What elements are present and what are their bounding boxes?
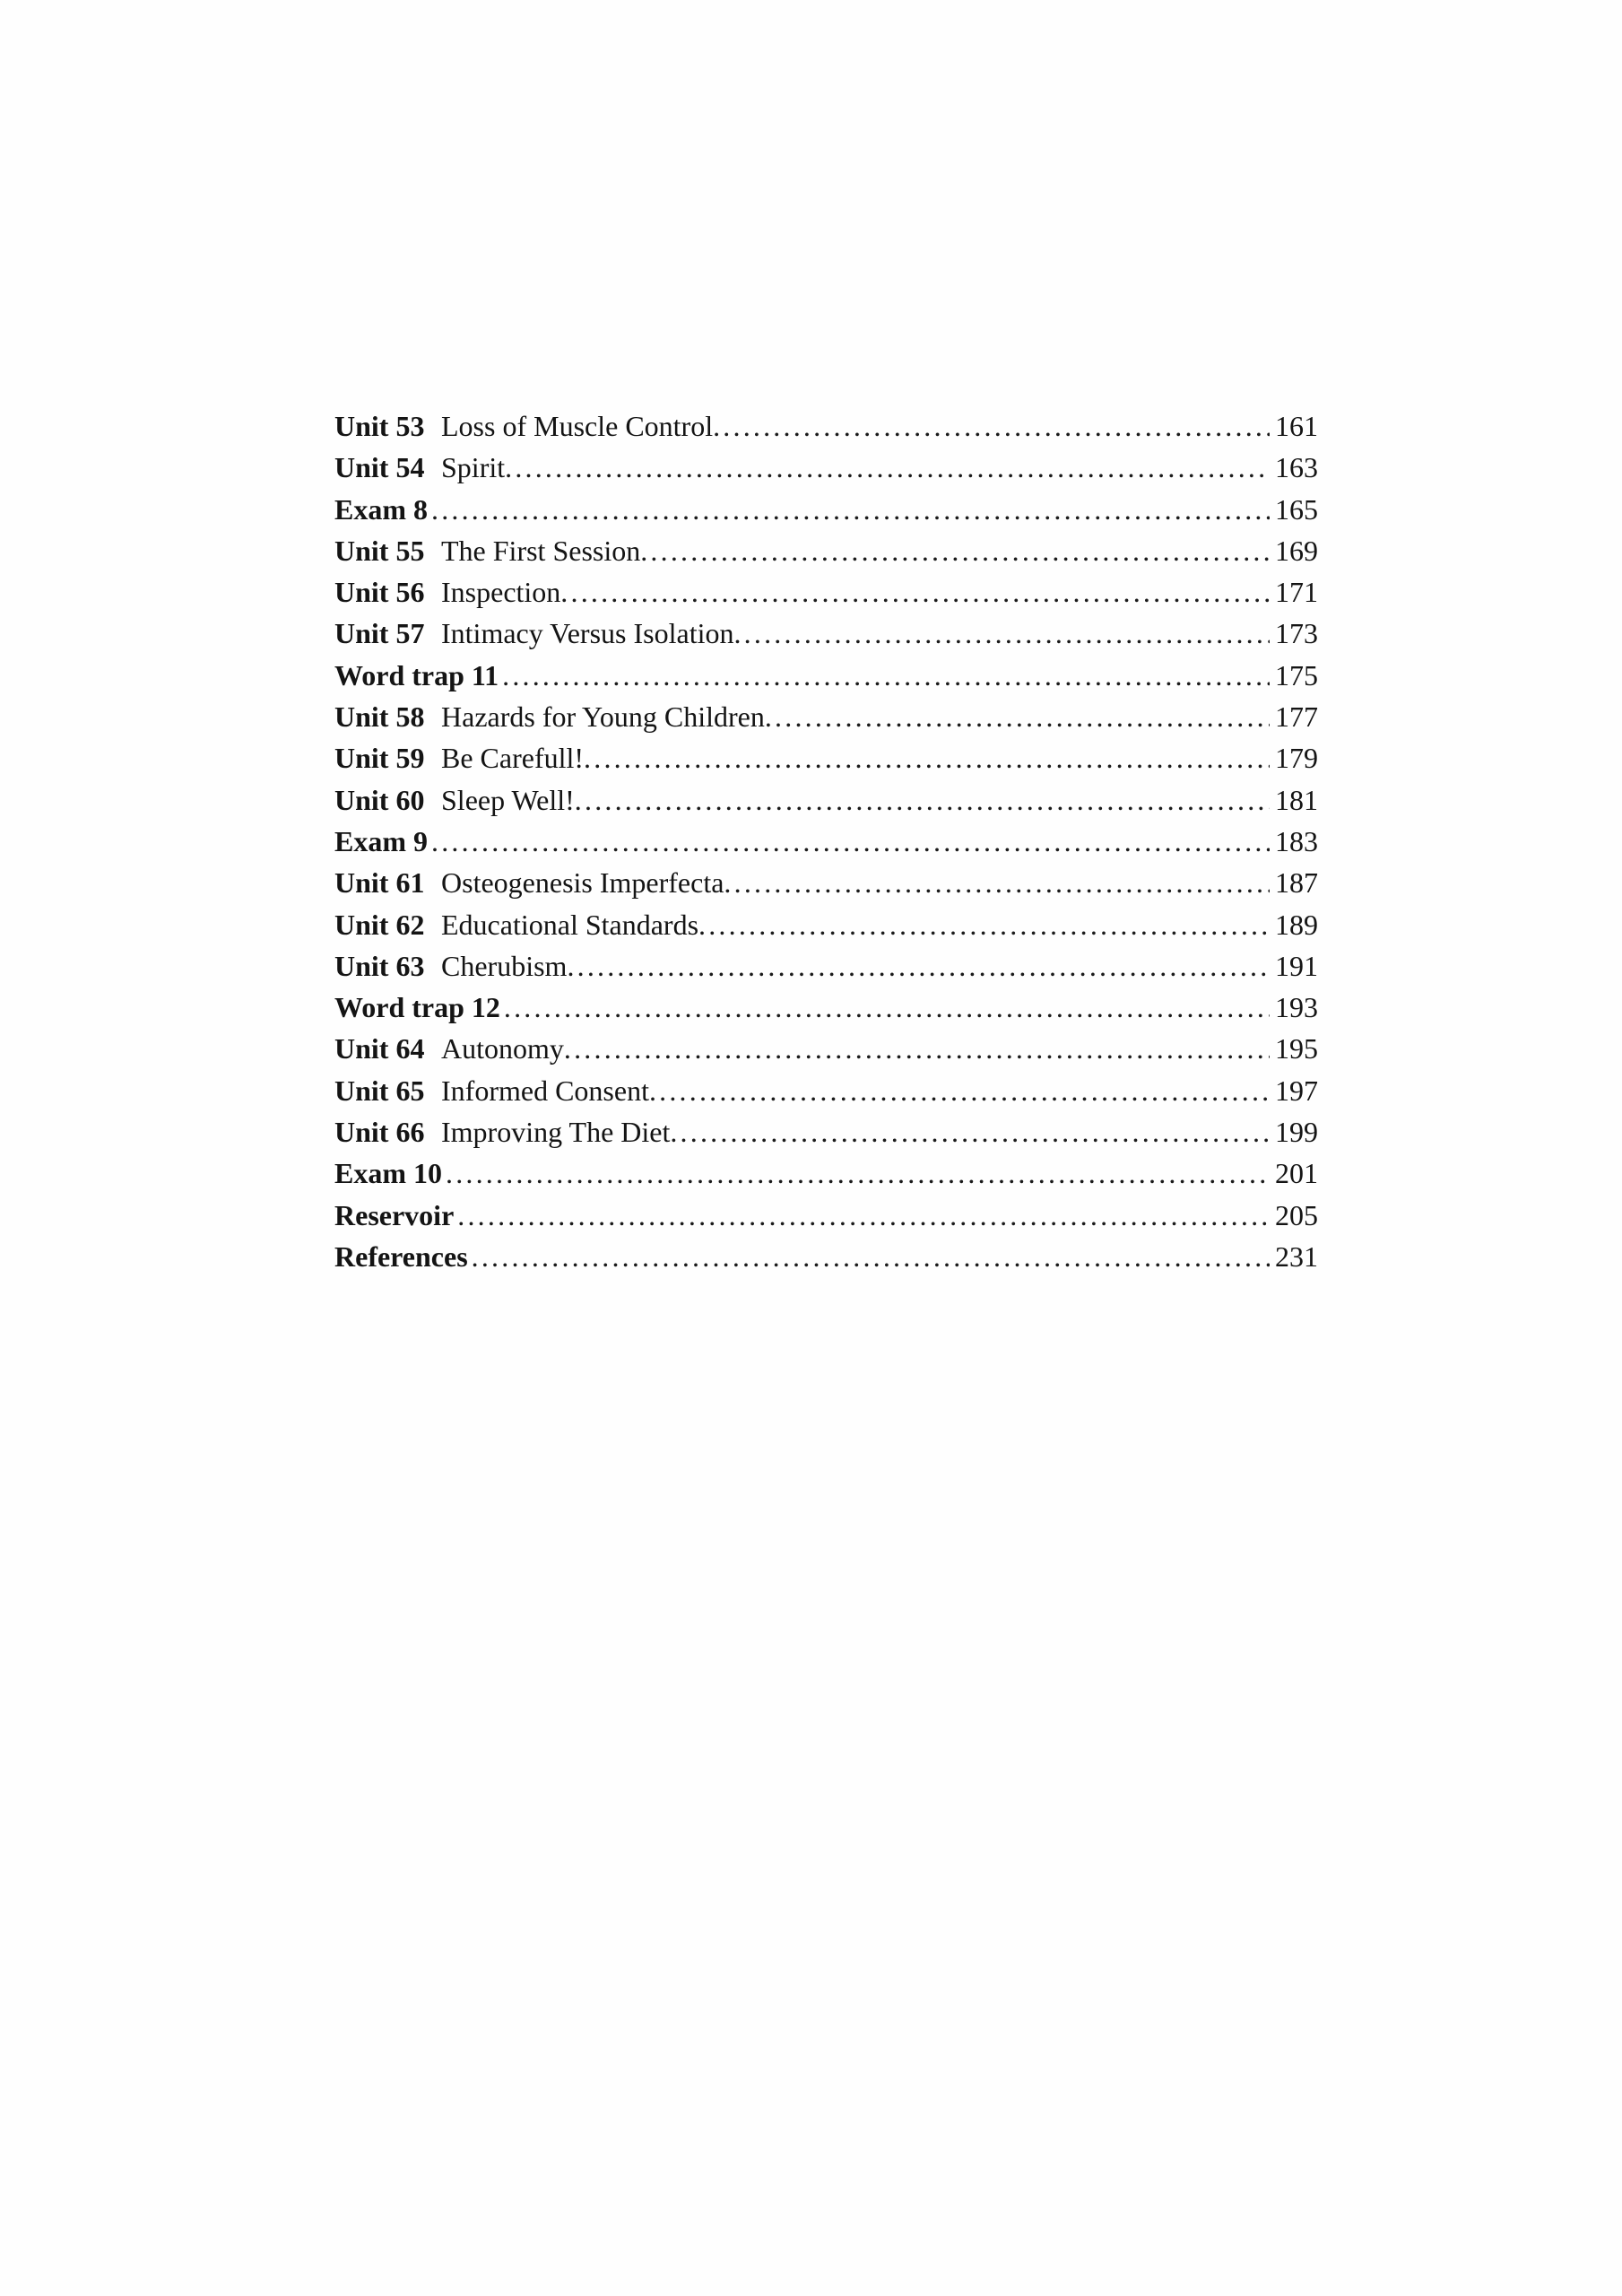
toc-entry-page-number: 181 [1275, 783, 1318, 816]
dot-leader [670, 1111, 1270, 1152]
toc-entry [334, 530, 1318, 571]
toc-entry-page-number: 231 [1275, 1239, 1318, 1273]
toc-entry-page-number: 197 [1275, 1074, 1318, 1107]
toc-entry-label: Unit 60 [334, 783, 425, 816]
toc-entry [334, 904, 1318, 945]
toc-entry-label: Exam 10 [334, 1157, 442, 1190]
dot-leader [584, 737, 1270, 778]
dot-leader [564, 1028, 1270, 1069]
toc-entry-label: Exam 8 [334, 492, 428, 526]
toc-entry [334, 613, 1318, 654]
dot-leader [640, 530, 1270, 571]
toc-entry-page-number: 205 [1275, 1198, 1318, 1231]
dot-leader [504, 987, 1270, 1028]
toc-entry-page-number: 201 [1275, 1157, 1318, 1190]
toc-entry [334, 655, 1318, 696]
toc-entry [334, 1195, 1318, 1236]
toc-entry [334, 862, 1318, 903]
toc-entry-page-number: 195 [1275, 1032, 1318, 1065]
dot-leader [431, 489, 1270, 530]
toc-entry-label: Unit 59 [334, 742, 425, 775]
dot-leader [560, 571, 1270, 613]
toc-entry [334, 1152, 1318, 1194]
dot-leader [575, 779, 1270, 821]
dot-leader [733, 613, 1270, 654]
toc-entry-title: Loss of Muscle Control [441, 410, 714, 442]
toc-entry-title: Osteogenesis Imperfecta [441, 866, 724, 900]
toc-entry-title: Educational Standards [441, 908, 699, 941]
toc-entry-label: Unit 58 [334, 700, 425, 734]
toc-entry-page-number: 161 [1275, 410, 1318, 442]
toc-entry [334, 821, 1318, 862]
dot-leader [567, 945, 1270, 987]
toc-entry [334, 779, 1318, 821]
dot-leader [457, 1195, 1270, 1236]
toc-entry-page-number: 187 [1275, 866, 1318, 900]
toc-entry-page-number: 179 [1275, 742, 1318, 775]
toc-entry-page-number: 175 [1275, 658, 1318, 691]
toc-entry [334, 945, 1318, 987]
toc-entry [334, 447, 1318, 488]
toc-entry-page-number: 189 [1275, 908, 1318, 941]
dot-leader [713, 405, 1270, 447]
dot-leader [431, 821, 1270, 862]
dot-leader [698, 904, 1270, 945]
toc-entry-title: Autonomy [441, 1032, 564, 1065]
toc-entry-page-number: 163 [1275, 451, 1318, 484]
toc-entry [334, 1028, 1318, 1069]
dot-leader [502, 655, 1270, 696]
dot-leader [505, 447, 1270, 488]
toc-entry-label: Unit 61 [334, 866, 425, 900]
toc-entry-label: Unit 56 [334, 576, 425, 609]
toc-entry-label: Word trap 12 [334, 991, 500, 1024]
toc-entry-page-number: 177 [1275, 700, 1318, 734]
toc-entry-label: Unit 63 [334, 949, 425, 982]
toc-entry-label: Unit 65 [334, 1074, 425, 1107]
toc-entry-title: Intimacy Versus Isolation [441, 617, 734, 650]
toc-entry-label: References [334, 1239, 468, 1273]
toc-entry-page-number: 165 [1275, 492, 1318, 526]
toc-entry-label: Unit 64 [334, 1032, 425, 1065]
toc-entry-title: Be Carefull! [441, 742, 585, 775]
dot-leader [446, 1152, 1270, 1194]
toc-entry-title: Cherubism [441, 949, 568, 982]
toc-entry-label: Unit 66 [334, 1116, 425, 1149]
toc-entry-title: Improving The Diet [441, 1116, 671, 1149]
toc-entry-title: Hazards for Young Children [441, 700, 765, 734]
toc-entry-label: Unit 55 [334, 534, 425, 567]
toc-entry-title: Spirit [441, 451, 506, 484]
toc-entry-label: Unit 62 [334, 908, 425, 941]
toc-entry-title: Sleep Well! [441, 783, 575, 816]
toc-entry [334, 405, 1318, 447]
toc-entry-label: Unit 57 [334, 617, 425, 650]
dot-leader [472, 1236, 1270, 1277]
toc-entry-label: Unit 54 [334, 451, 425, 484]
toc-entry-page-number: 191 [1275, 949, 1318, 982]
toc-entry-page-number: 171 [1275, 576, 1318, 609]
toc-entry [334, 737, 1318, 778]
dot-leader [724, 862, 1270, 903]
toc-entry-title: Inspection [441, 576, 561, 609]
dot-leader [765, 696, 1270, 737]
toc-entry [334, 1070, 1318, 1111]
toc-entry [334, 489, 1318, 530]
toc-entry-title: Informed Consent [441, 1074, 649, 1107]
toc-entry-label: Unit 53 [334, 410, 425, 442]
toc-entry [334, 696, 1318, 737]
toc-entry-label: Word trap 11 [334, 658, 499, 691]
toc-entry-page-number: 193 [1275, 991, 1318, 1024]
dot-leader [649, 1070, 1270, 1111]
toc-entry-page-number: 169 [1275, 534, 1318, 567]
toc-entry-page-number: 183 [1275, 824, 1318, 857]
toc-entry [334, 987, 1318, 1028]
toc-entry-page-number: 199 [1275, 1116, 1318, 1149]
toc-entry-page-number: 173 [1275, 617, 1318, 650]
toc-entry [334, 1111, 1318, 1152]
toc-entry-title: The First Session [441, 534, 641, 567]
toc-entry-label: Reservoir [334, 1198, 455, 1231]
toc-entry [334, 571, 1318, 613]
toc-entry-label: Exam 9 [334, 824, 428, 857]
table-of-contents [334, 405, 1318, 1277]
toc-entry [334, 1236, 1318, 1277]
